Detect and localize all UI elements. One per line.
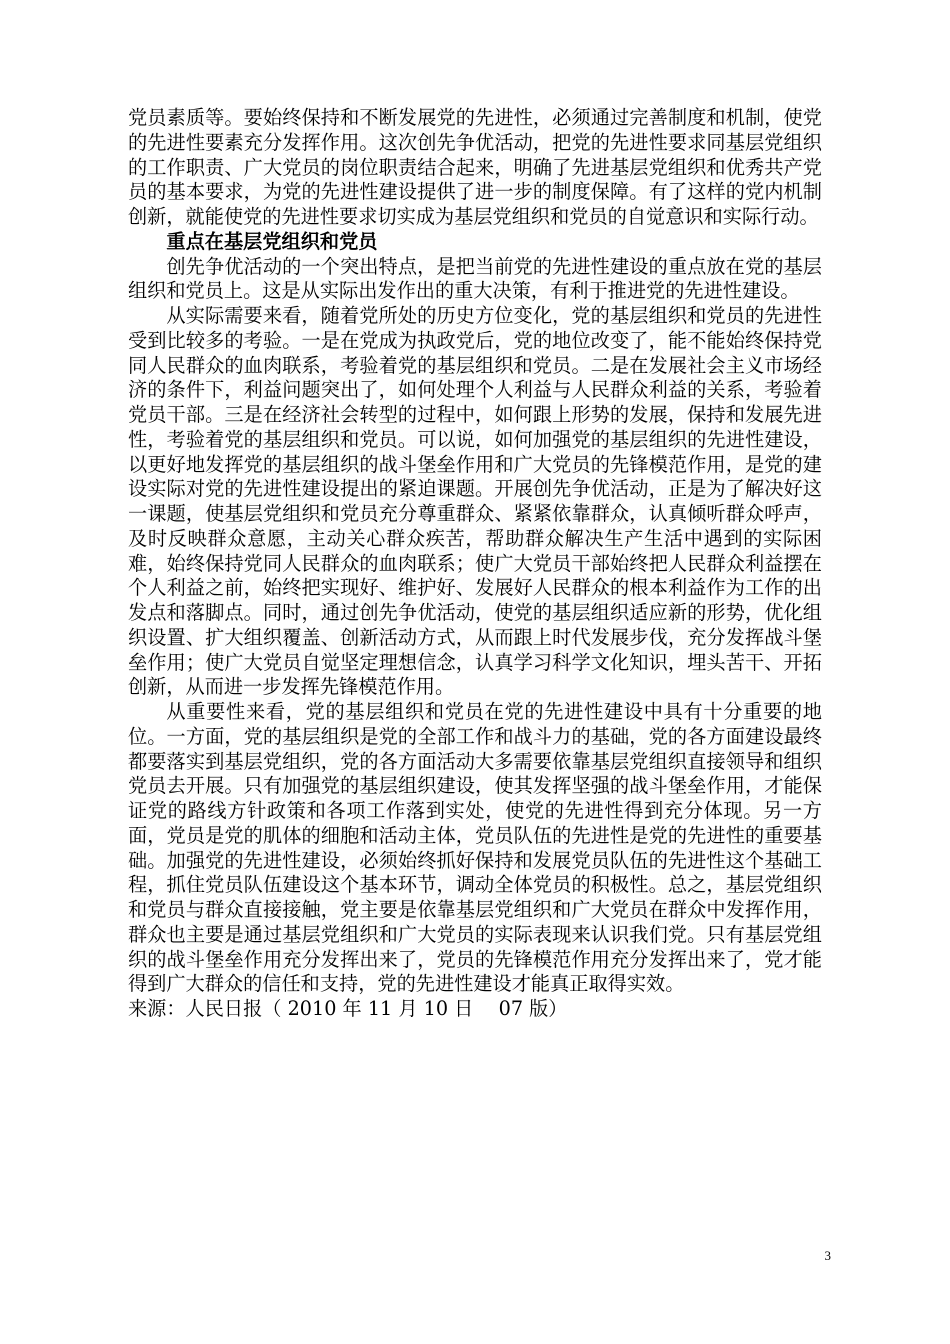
source-line: 来源：人民日报（ 2010 年 11 月 10 日 07 版） [128,997,568,1020]
section-paragraph-2: 从实际需要来看，随着党所处的历史方位变化，党的基层组织和党员的先进性受到比较多的考验。一是在党成为执政党后，党的地位改变了，能不能始终保持党同人民群众的血肉联系，考验着党的基层组织和党员。二是在发展社会主义市场经济的条件下，利益问题突出了，如何处理个人利益与人民群众利益的关系，考验着党员干部。三是在经济社会转型的过程中，如何跟上形势的发展，保持和发展先进性，考验着党的基层组织和党员。可以说，如何加强党的基层组织的先进性建设，以更好地发挥党的基层组织的战斗堡垒作用和广大党员的先锋模范作用，是党的建设实际对党的先进性建设提出的紧迫课题。开展创先争优活动，正是为了解决好这一课题，使基层党组织和党员充分尊重群众、紧紧依靠群众，认真倾听群众呼声，及时反映群众意愿，主动关心群众疾苦，帮助群众解决生产生活中遇到的实际困难，始终保持党同人民群众的血肉联系；使广大党员干部始终把人民群众利益摆在个人利益之前，始终把实现好、维护好、发展好人民群众的根本利益作为工作的出发点和落脚点。同时，通过创先争优活动，使党的基层组织适应新的形势，优化组织设置、扩大组织覆盖、创新活动方式，从而跟上时代发展步伐，充分发挥战斗堡垒作用；使广大党员自觉坚定理想信念，认真学习科学文化知识，埋头苦干、开拓创新，从而进一步发挥先锋模范作用。 [128,304,822,699]
section-paragraph-1: 创先争优活动的一个突出特点，是把当前党的先进性建设的重点放在党的基层组织和党员上。这是从实际出发作出的重大决策，有利于推进党的先进性建设。 [128,254,822,303]
article-body [128,106,822,1022]
section-paragraph-3: 从重要性来看，党的基层组织和党员在党的先进性建设中具有十分重要的地位。一方面，党的基层组织是党的全部工作和战斗力的基础，党的各方面建设最终都要落实到基层党组织，党的各方面活动大多需要依靠基层党组织直接领导和组织党员去开展。只有加强党的基层组织建设，使其发挥坚强的战斗堡垒作用，才能保证党的路线方针政策和各项工作落到实处，使党的先进性得到充分体现。另一方面，党员是党的肌体的细胞和活动主体，党员队伍的先进性是党的先进性的重要基础。加强党的先进性建设，必须始终抓好保持和发展党员队伍的先进性这个基础工程，抓住党员队伍建设这个基本环节，调动全体党员的积极性。总之，基层党组织和党员与群众直接接触，党主要是依靠基层党组织和广大党员在群众中发挥作用，群众也主要是通过基层党组织和广大党员的实际表现来认识我们党。只有基层党组织的战斗堡垒作用充分发挥出来了，党员的先锋模范作用充分发挥出来了，党才能得到广大群众的信任和支持，党的先进性建设才能真正取得实效。 [128,700,822,996]
section-heading: 重点在基层党组织和党员 [166,229,378,253]
page-number: 3 [824,1248,831,1263]
opening-paragraph: 党员素质等。要始终保持和不断发展党的先进性，必须通过完善制度和机制，使党的先进性要素充分发挥作用。这次创先争优活动，把党的先进性要求同基层党组织的工作职责、广大党员的岗位职责结合起来，明确了先进基层党组织和优秀共产党员的基本要求，为党的先进性建设提供了进一步的制度保障。有了这样的党内机制创新，就能使党的先进性要求切实成为基层党组织和党员的自觉意识和实际行动。 [128,106,822,228]
